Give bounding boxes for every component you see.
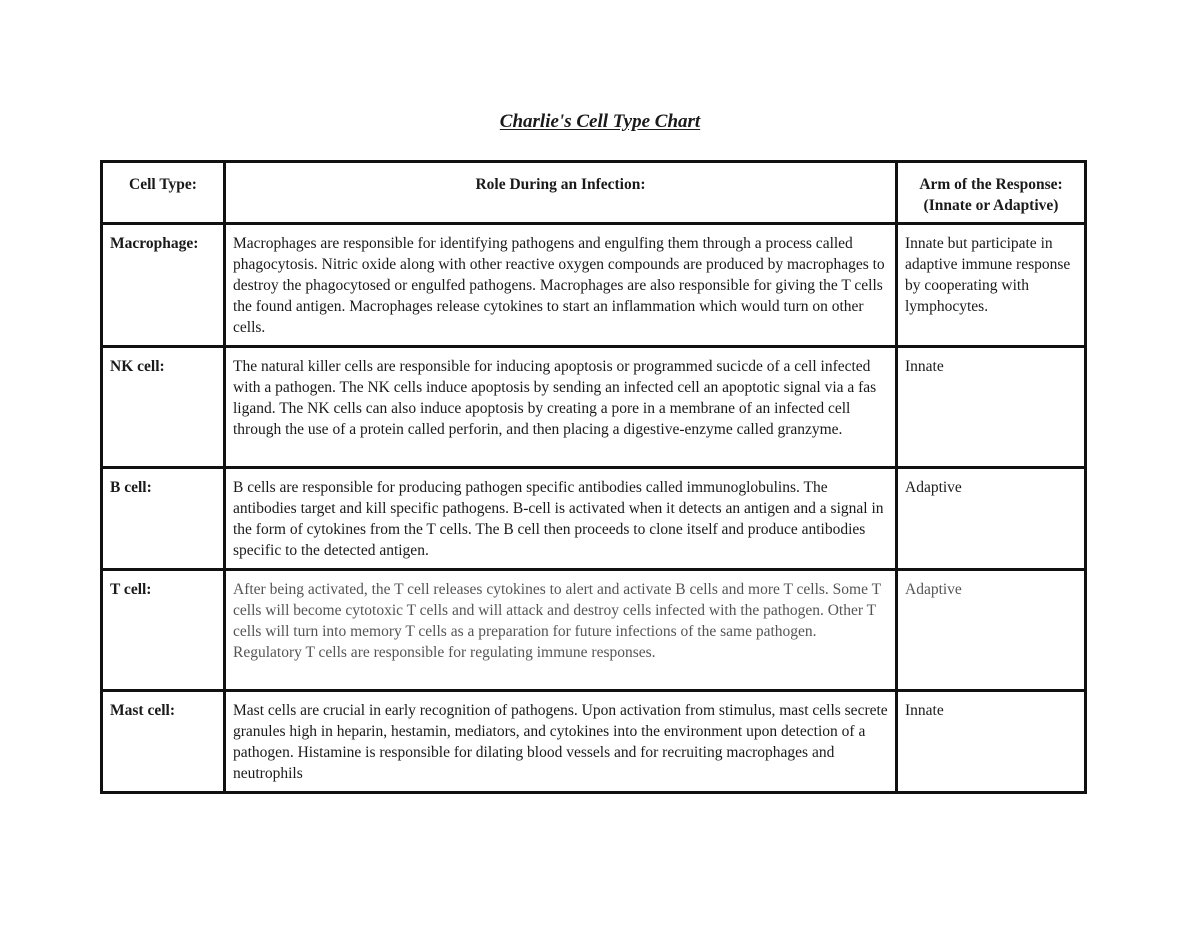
row-arm: Adaptive [897,468,1086,570]
row-role: The natural killer cells are responsible for inducing apoptosis or programmed sucicde of a cell infected with a pathogen. The NK cells induce apoptosis by sending an infected cell an apoptotic signal via a fas ligand. The NK cells can also induce apoptosis by creating a pore in a membrane of an infected cell through the use of a protein called perforin, and then placing a digestive-enzyme called granzyme. [225,347,897,468]
row-cell-type: NK cell: [102,347,225,468]
header-arm-line1: Arm of the Response: [919,176,1063,193]
header-arm-line2: (Innate or Adaptive) [923,197,1059,214]
table-row [102,691,1086,793]
row-cell-type: T cell: [102,570,225,691]
row-arm: Innate [897,347,1086,468]
row-role: Mast cells are crucial in early recognition of pathogens. Upon activation from stimulus, mast cells secrete granules high in heparin, hestamin, mediators, and cytokines into the environment upon detection of a pathogen. Histamine is responsible for dilating blood vessels and for recruiting macrophages and neutrophils [225,691,897,793]
table-row [102,570,1086,691]
header-role: Role During an Infection: [225,162,897,224]
row-arm: Innate but participate in adaptive immune response by cooperating with lymphocytes. [897,224,1086,347]
table-header-row [102,162,1086,224]
row-role: After being activated, the T cell releases cytokines to alert and activate B cells and more T cells. Some T cells will become cytotoxic T cells and will attack and destroy cells infected with the pathogen. Other T cells will turn into memory T cells as a preparation for future infections of the same pathogen. Regulatory T cells are responsible for regulating immune responses. [225,570,897,691]
row-cell-type: Macrophage: [102,224,225,347]
table-row [102,468,1086,570]
row-cell-type: B cell: [102,468,225,570]
row-role: Macrophages are responsible for identifying pathogens and engulfing them through a process called phagocytosis. Nitric oxide along with other reactive oxygen compounds are produced by macrophages to destroy the phagocytosed or engulfed pathogens. Macrophages are also responsible for giving the T cells the found antigen. Macrophages release cytokines to start an inflammation which would turn on other cells. [225,224,897,347]
header-cell-type: Cell Type: [102,162,225,224]
row-cell-type: Mast cell: [102,691,225,793]
table-row [102,347,1086,468]
table-row [102,224,1086,347]
row-role: B cells are responsible for producing pathogen specific antibodies called immunoglobulins. The antibodies target and kill specific pathogens. B-cell is activated when it detects an antigen and a signal in the form of cytokines from the T cells. The B cell then proceeds to clone itself and produce antibodies specific to the detected antigen. [225,468,897,570]
row-arm: Innate [897,691,1086,793]
header-arm [897,162,1086,224]
cell-type-table [100,160,1087,794]
row-arm: Adaptive [897,570,1086,691]
document-title: Charlie's Cell Type Chart [499,111,701,132]
